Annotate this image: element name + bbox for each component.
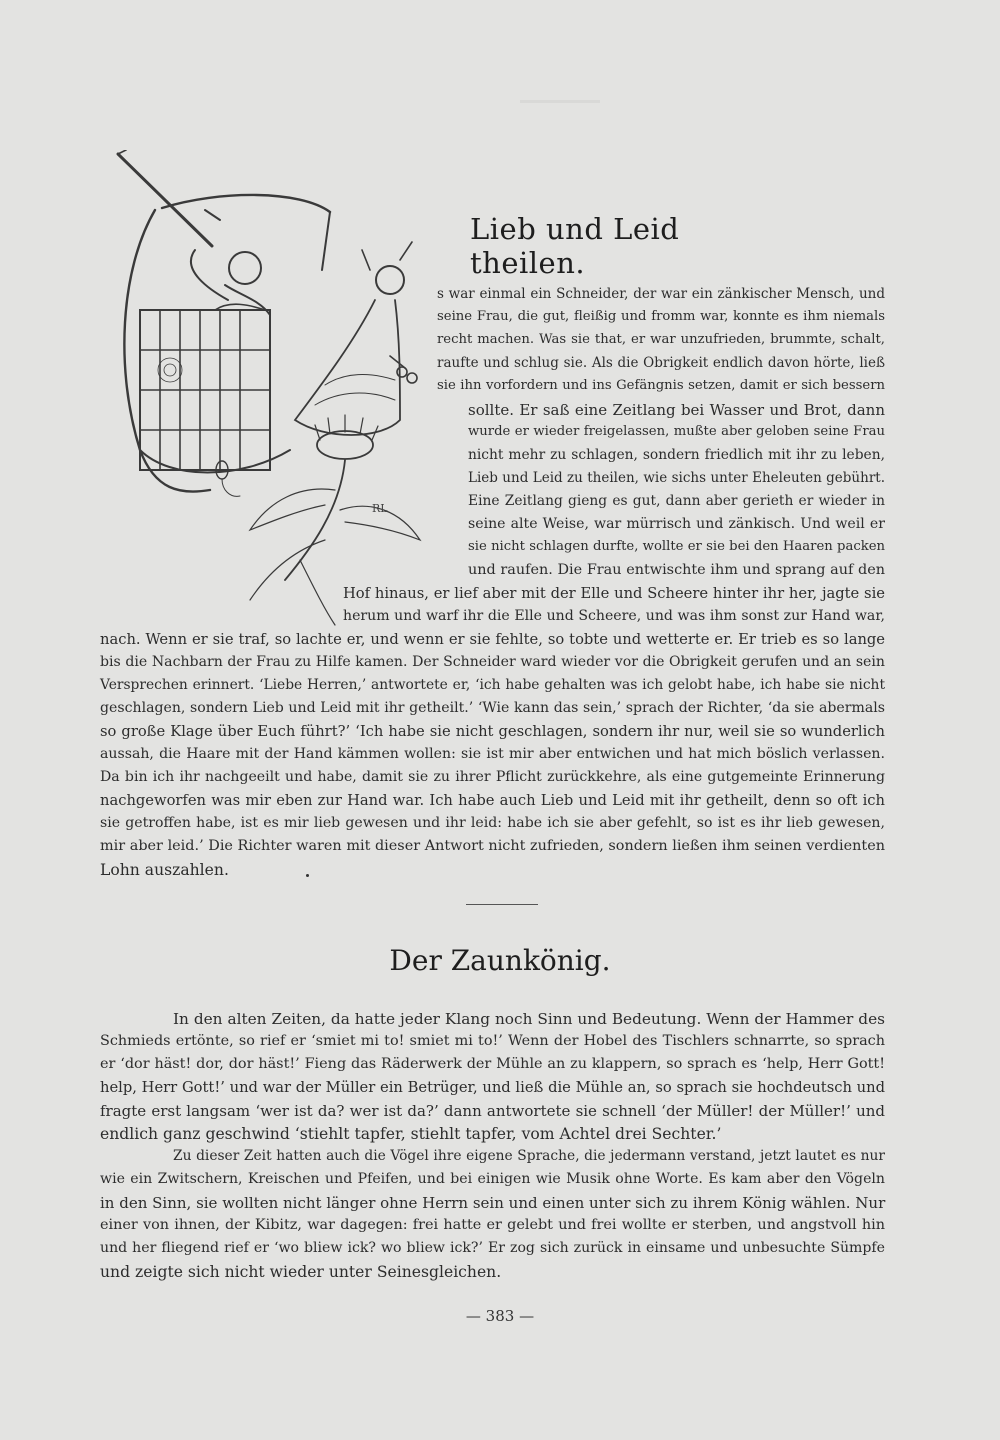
text-line: Eine Zeitlang gieng es gut, dann aber gerieth er wieder in bbox=[468, 493, 885, 509]
text-line: recht machen. Was sie that, er war unzufrieden, brummte, schalt, bbox=[437, 332, 885, 347]
text-line: nach. Wenn er sie traf, so lachte er, und wenn er sie fehlte, so tobte und wetterte er. Er trieb es so lange bbox=[100, 631, 885, 648]
text-line: seine Frau, die gut, fleißig und fromm war, konnte es ihm niemals bbox=[437, 309, 885, 324]
text-line: nicht mehr zu schlagen, sondern friedlich mit ihr zu leben, bbox=[468, 447, 885, 463]
text-line: Lohn auszahlen. bbox=[100, 861, 229, 879]
text-line: und zeigte sich nicht wieder unter Seinesgleichen. bbox=[100, 1263, 502, 1281]
text-line: wie ein Zwitschern, Kreischen und Pfeifen, und bei einigen wie Musik ohne Worte. Es kam aber den Vögeln bbox=[100, 1171, 885, 1187]
text-line: Lieb und Leid zu theilen, wie sichs unter Eheleuten gebührt. bbox=[468, 470, 885, 486]
text-line: einer von ihnen, der Kibitz, war dagegen: frei hatte er gelebt und frei wollte er sterben, und angstvoll hin bbox=[100, 1217, 885, 1233]
text-line: Zu dieser Zeit hatten auch die Vögel ihre eigene Sprache, die jedermann verstand, jetzt lautet es nur bbox=[173, 1148, 885, 1164]
text-line: Versprechen erinnert. ‘Liebe Herren,’ antwortete er, ‘ich habe gehalten was ich gelobt habe, ich habe sie nicht bbox=[100, 677, 885, 693]
illustrator-signature: RL bbox=[372, 502, 388, 515]
text-line: mir aber leid.’ Die Richter waren mit dieser Antwort nicht zufrieden, sondern ließen ihm seinen verdienten bbox=[100, 838, 885, 854]
ink-dot bbox=[306, 874, 309, 877]
paper-mark bbox=[520, 100, 600, 103]
text-line: Schmieds ertönte, so rief er ‘smiet mi to! smiet mi to!’ Wenn der Hobel des Tischlers schnarrte, so sprach bbox=[100, 1033, 885, 1049]
text-line: geschlagen, sondern Lieb und Leid mit ihr getheilt.’ ‘Wie kann das sein,’ sprach der Richter, ‘da sie abermals bbox=[100, 700, 885, 716]
text-line: wurde er wieder freigelassen, mußte aber geloben seine Frau bbox=[468, 424, 885, 439]
text-line: seine alte Weise, war mürrisch und zänkisch. Und weil er bbox=[468, 516, 885, 532]
text-line: In den alten Zeiten, da hatte jeder Klang noch Sinn und Bedeutung. Wenn der Hammer des bbox=[173, 1010, 885, 1028]
text-line: raufte und schlug sie. Als die Obrigkeit endlich davon hörte, ließ bbox=[437, 355, 885, 371]
text-line: sie getroffen habe, ist es mir lieb gewesen und ihr leid: habe ich sie aber gefehlt, so ist es ihr lieb gewesen, bbox=[100, 815, 885, 831]
text-line: sollte. Er saß eine Zeitlang bei Wasser und Brot, dann bbox=[468, 401, 885, 419]
text-line: und raufen. Die Frau entwischte ihm und sprang auf den bbox=[468, 562, 885, 578]
text-line: so große Klage über Euch führt?’ ‘Ich habe sie nicht geschlagen, sondern ihr nur, weil sie so wunderlich bbox=[100, 723, 885, 740]
text-line: sie ihn vorfordern und ins Gefängnis setzen, damit er sich bessern bbox=[437, 378, 885, 393]
story-title-der-zaunkoenig: Der Zaunkönig. bbox=[389, 944, 611, 977]
text-line: bis die Nachbarn der Frau zu Hilfe kamen. Der Schneider ward wieder vor die Obrigkeit gerufen und an sein bbox=[100, 654, 885, 670]
text-line: help, Herr Gott!’ und war der Müller ein Betrüger, und ließ die Mühle an, so sprach sie hochdeutsch und bbox=[100, 1079, 885, 1096]
text-line: und her fliegend rief er ‘wo bliew ick? wo bliew ick?’ Er zog sich zurück in einsame und unbesuchte Sümpfe bbox=[100, 1240, 885, 1256]
text-line: sie nicht schlagen durfte, wollte er sie bei den Haaren packen bbox=[468, 539, 885, 554]
section-divider bbox=[466, 904, 538, 905]
text-line: fragte erst langsam ‘wer ist da? wer ist da?’ dann antwortete sie schnell ‘der Müller! der Müller!’ und bbox=[100, 1102, 885, 1120]
text-line: endlich ganz geschwind ‘stiehlt tapfer, stiehlt tapfer, vom Achtel drei Sechter.’ bbox=[100, 1125, 722, 1143]
text-line: Hof hinaus, er lief aber mit der Elle und Scheere hinter ihr her, jagte sie bbox=[343, 585, 885, 602]
page-number: — 383 — bbox=[465, 1307, 535, 1325]
text-line: nachgeworfen was mir eben zur Hand war. Ich habe auch Lieb und Leid mit ihr getheilt, denn so oft ich bbox=[100, 792, 885, 809]
text-line: aussah, die Haare mit der Hand kämmen wollen: sie ist mir aber entwichen und hat mich böslich verlassen. bbox=[100, 746, 885, 762]
text-line: in den Sinn, sie wollten nicht länger ohne Herrn sein und einen unter sich zu ihrem König wählen. Nur bbox=[100, 1194, 886, 1212]
story-title-lieb-und-leid: Lieb und Leid theilen. bbox=[470, 212, 680, 280]
text-line: herum und warf ihr die Elle und Scheere, und was ihm sonst zur Hand war, bbox=[343, 608, 885, 624]
text-line: er ‘dor häst! dor, dor häst!’ Fieng das Räderwerk der Mühle an zu klappern, so sprach es ‘help, Herr Gott! bbox=[100, 1056, 885, 1072]
text-line: s war einmal ein Schneider, der war ein zänkischer Mensch, und bbox=[437, 286, 885, 302]
text-line: Da bin ich ihr nachgeeilt und habe, damit sie zu ihrer Pflicht zurückkehre, als eine gutgemeinte Erinnerung bbox=[100, 769, 885, 785]
decorated-initial-illustration bbox=[100, 150, 460, 630]
